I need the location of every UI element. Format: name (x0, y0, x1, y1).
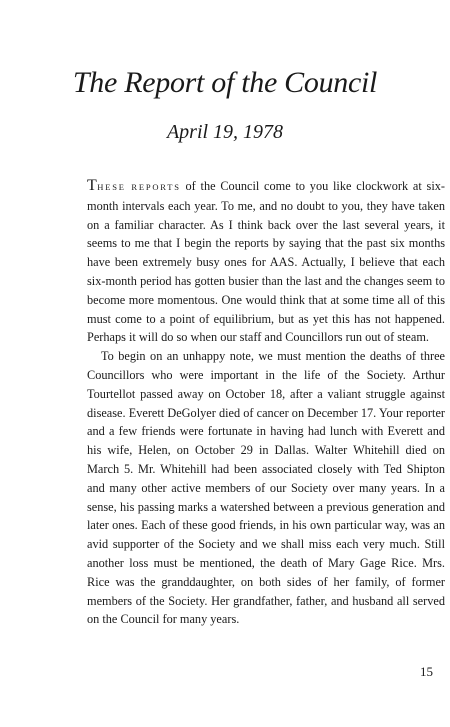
drop-cap-letter: T (87, 177, 98, 194)
report-body (87, 177, 445, 629)
report-date: April 19, 1978 (166, 121, 284, 143)
paragraph-2: To begin on an unhappy note, we must mention the deaths of three Councillors who were important in the life of the Society. Arthur Tourtellot passed away on October 18, after a valiant struggle against disease. Everett DeGolyer died of cancer on December 17. Your reporter and a few friends were fortunate in having had lunch with Everett and his wife, Helen, on October 29 in Dallas. Walter Whitehill died on March 5. Mr. Whitehill had been associated closely with Ted Shipton and many other active members of our Society over many years. In a sense, his passing marks a watershed between a previous generation and later ones. Each of these good friends, in his own particular way, was an avid supporter of the Society and we shall miss each very much. Still another loss must be mentioned, the death of Mary Gage Rice. Mrs. Rice was the granddaughter, on both sides of her family, of former members of the Society. Her grandfather, father, and husband all served on the Council for many years. (87, 349, 445, 627)
page-title: The Report of the Council (72, 66, 378, 99)
small-caps-lead-in: HESE REPORTS (97, 182, 181, 192)
paragraph-1-text: of the Council come to you like clockwork at six-month intervals each year. To me, and no doubt to you, they have taken on a familiar character. As I think back over the last several years, it seems to me that I begin the reports by saying that the past six months have been extremely busy ones for AAS. Actually, I believe that each six-month period has gotten busier than the last and the changes seem to become more momentous. One would think that at some time all of this must come to a point of equilibrium, but as yet this has not happened. Perhaps it will do so when our staff and Councillors run out of steam. (87, 179, 446, 345)
paragraph-1 (87, 177, 445, 347)
page-number: 15 (420, 664, 433, 679)
